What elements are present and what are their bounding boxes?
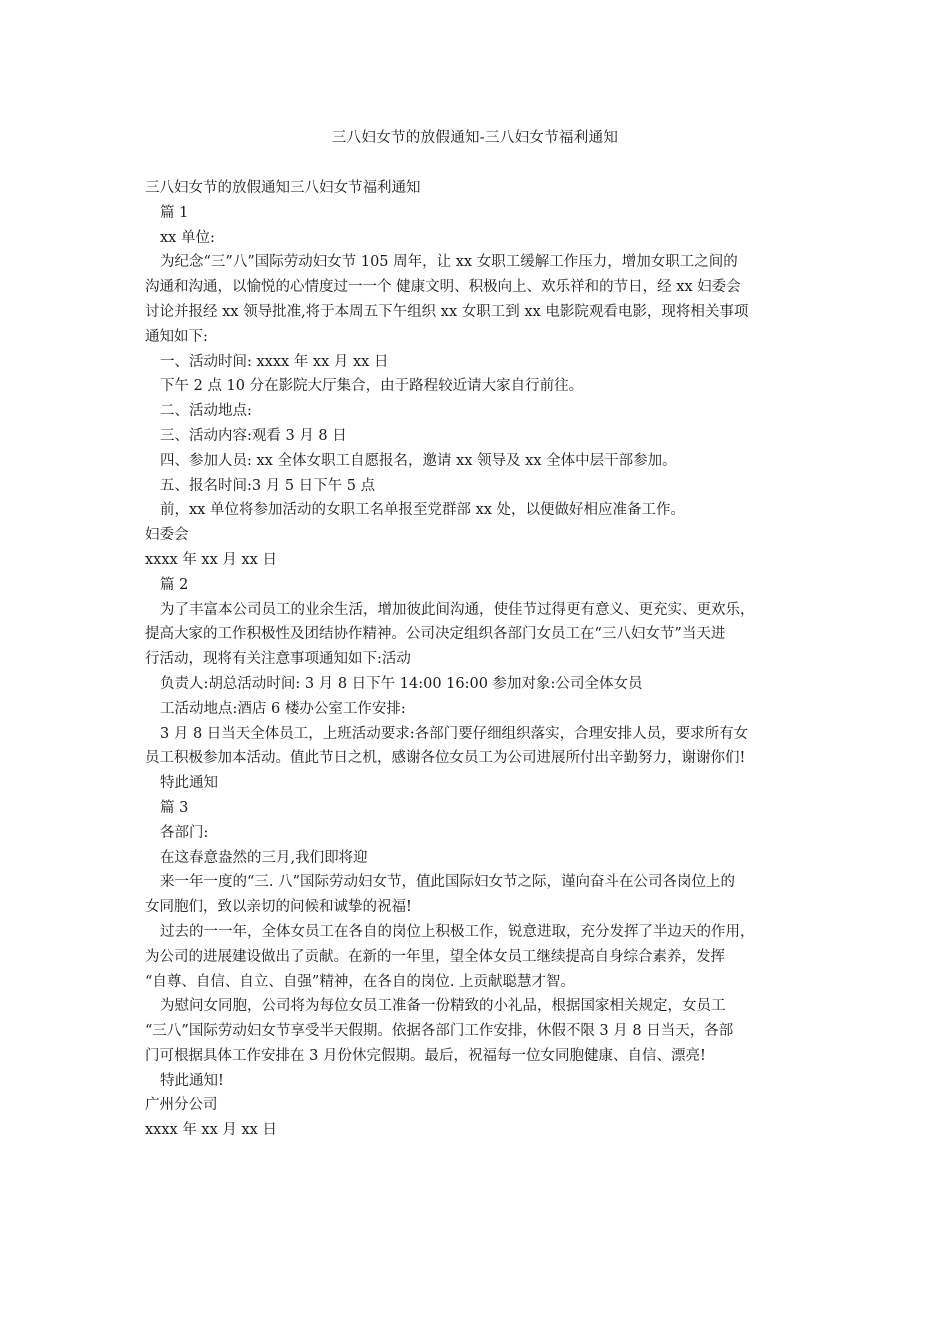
text-line: 门可根据具体工作安排在 3 月份休完假期。最后，祝福每一位女同胞健康、自信、漂亮! [145,1047,706,1064]
text-line: 一、活动时间: xxxx 年 xx 月 xx 日 [160,353,389,370]
text-line: 通知如下: [145,328,208,345]
text-line: 下午 2 点 10 分在影院大厅集合，由于路程较近请大家自行前往。 [160,378,584,395]
text-line: 女同胞们，致以亲切的问候和诚挚的祝福! [145,899,412,916]
text-line: 篇 1 [160,204,189,221]
text-line: 广州分公司 [145,1097,218,1114]
text-line: 五、报名时间:3 月 5 日下午 5 点 [160,477,376,494]
text-line: 前，xx 单位将参加活动的女职工名单报至党群部 xx 处，以便做好相应准备工作。 [160,502,686,519]
text-line: 二、活动地点: [160,403,252,420]
text-line: 过去的一一年，全体女员工在各自的岗位上积极工作，锐意进取，充分发挥了半边天的作用， [160,923,755,940]
text-line: 妇委会 [145,527,189,544]
text-line: 为慰问女同胞，公司将为每位女员工准备一份精致的小礼品，根据国家相关规定，女员工 [160,998,726,1015]
text-line: 特此通知! [160,1072,224,1089]
text-line: 为纪念“三”八”国际劳动妇女节 105 周年，让 xx 女职工缓解工作压力，增加女职工之间的 [160,254,738,271]
text-line: 负责人:胡总活动时间: 3 月 8 日下午 14:00 16:00 参加对象:公司全体女员 [160,675,643,692]
text-line: xx 单位: [160,229,215,246]
document-title: 三八妇女节的放假通知-三八妇女节福利通知 [331,130,619,146]
text-line: 为了丰富本公司员工的业余生活，增加彼此间沟通，使佳节过得更有意义、更充实、更欢乐， [160,601,755,618]
text-line: 讨论并报经 xx 领导批准,将于本周五下午组织 xx 女职工到 xx 电影院观看电影，现将相关事项 [145,303,749,320]
text-line: 为公司的进展建设做出了贡献。在新的一年里，望全体女员工继续提高自身综合素养，发挥 [145,948,725,965]
text-line: 在这春意盎然的三月,我们即将迎 [160,849,368,866]
text-line: 四、参加人员: xx 全体女职工自愿报名，邀请 xx 领导及 xx 全体中层干部参加。 [160,452,677,469]
text-line: 篇 3 [160,799,189,816]
text-line: 篇 2 [160,576,189,593]
text-line: xxxx 年 xx 月 xx 日 [145,1122,277,1139]
document-body [145,176,809,1143]
text-line: 提高大家的工作积极性及团结协作精神。公司决定组织各部门女员工在“三八妇女节”当天进 [145,626,726,643]
text-line: 员工积极参加本活动。值此节日之机，感谢各位女员工为公司进展所付出辛勤努力，谢谢你们! [145,750,746,767]
text-line: 沟通和沟通，以愉悦的心情度过一一个 健康文明、积极向上、欢乐祥和的节日，经 xx 妇委会 [145,279,741,296]
text-line: “三八”国际劳动妇女节享受半天假期。依据各部门工作安排，休假不限 3 月 8 日当天，各部 [145,1023,734,1040]
text-line: 工活动地点:酒店 6 楼办公室工作安排: [160,700,406,717]
text-line: 行活动，现将有关注意事项通知如下:活动 [145,651,411,668]
text-line: “自尊、自信、自立、自强”精神，在各自的岗位. 上贡献聪慧才智。 [145,973,576,990]
text-line: 特此通知 [160,775,218,792]
text-line: 各部门: [160,824,209,841]
text-line: 三、活动内容:观看 3 月 8 日 [160,427,347,444]
text-line: 来一年一度的“三. 八”国际劳动妇女节，值此国际妇女节之际，谨向奋斗在公司各岗位上的 [160,874,736,891]
text-line: 三八妇女节的放假通知三八妇女节福利通知 [145,180,421,196]
text-line: 3 月 8 日当天全体员工，上班活动要求:各部门要仔细组织落实，合理安排人员，要求所有女 [160,725,749,742]
text-line: xxxx 年 xx 月 xx 日 [145,551,277,568]
